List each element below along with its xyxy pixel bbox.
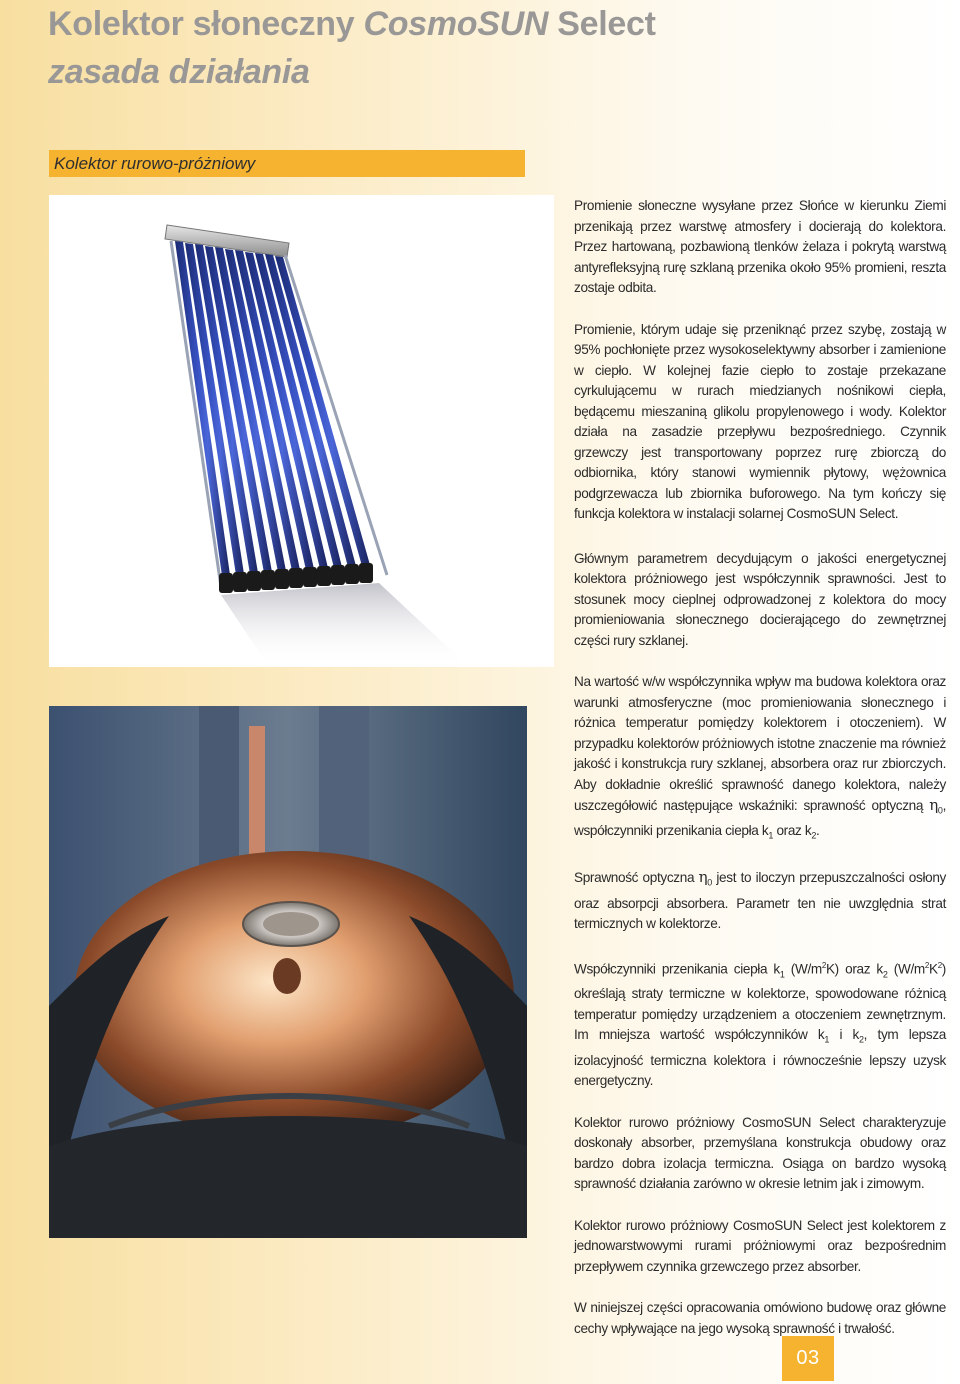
- tube-closeup-photo: [49, 706, 527, 1238]
- paragraph-construction: Kolektor rurowo próżniowy CosmoSUN Select jest kolektorem z jednowarstwowymi rurami próżniowymi oraz bezpośrednim przepływem czynnika grzewczego przez absorber.: [574, 1217, 946, 1274]
- absorber-closeup-illustration: [49, 706, 527, 1238]
- page-title: [48, 0, 656, 96]
- title-prefix: Kolektor słoneczny: [48, 5, 364, 43]
- title-suffix: Select: [548, 5, 656, 43]
- eta-symbol: η: [929, 796, 938, 814]
- paragraph-parameters: Na wartość w/w współczynnika wpływ ma budowa kolektora oraz warunki atmosferyczne (moc promieniowania słonecznego i różnica temperatur pomiędzy kolektorem i otoczeniem). W przypadku kolektorów próżniowych istotne znaczenie ma również jakość i konstrukcja rury szklanej, absorbera oraz rur zbiorczych. Aby dokładnie określić sprawność danego kolektora, należy uszczegółowić następujące wskaźniki: sprawność optyczną $\eta_0$, współczynniki przenikania ciepła $k_1$ oraz $k_2$.: [574, 674, 946, 841]
- body-text: [574, 196, 946, 1360]
- page-number: 03: [782, 1336, 834, 1381]
- paragraph-optical-efficiency: Sprawność optyczna $\eta_0$ jest to iloczyn przepuszczalności osłony oraz absorpcji absorbera. Parametr ten nie uwzględnia strat termicznych w kolektorze.: [574, 868, 947, 932]
- paragraph-intro: Promienie słoneczne wysyłane przez Słońce w kierunku Ziemi przenikają przez warstwę atmosfery i docierają do kolektora. Przez hartowaną, pozbawioną tlenków żelaza i pokrytą warstwą antyrefleksyjną rurę szklaną przenika około 95% promieni, reszta zostaje odbita.: [574, 198, 946, 295]
- title-subtitle: zasada działania: [48, 53, 310, 91]
- paragraph-features: Kolektor rurowo próżniowy CosmoSUN Select charakteryzuje doskonały absorber, przemyślana konstrukcja obudowy oraz bardzo dobra izolacja termiczna. Osiąga on bardzo wysoką sprawność działania zarówno w okresie letnim jak i zimowym.: [574, 1114, 946, 1192]
- solar-collector-illustration: [49, 195, 554, 667]
- paragraph-absorber: Promienie, którym udaje się przeniknąć przez szybę, zostają w 95% pochłonięte przez wysokoselektywny absorber i zamienione w ciepło. W kolejnej fazie ciepło to zostaje przekazane cyrkulującemu w rurach miedzianych nośnikowi ciepła, będącemu mieszaniną glikolu propylenowego i wody. Kolektor działa na zasadzie przepływu bezpośredniego. Czynnik grzewczy jest transportowany poprzez rurę zbiorczą do odbiornika, który stanowi wymiennik płytowy, wężownica podgrzewacza lub zbiornika buforowego. Na tym kończy się funkcja kolektora w instalacji solarnej CosmoSUN Select.: [574, 321, 946, 521]
- eta-symbol: η: [698, 868, 708, 887]
- title-brand: CosmoSUN: [363, 5, 549, 43]
- section-banner: Kolektor rurowo-próżniowy: [49, 150, 525, 177]
- paragraph-heat-loss: Współczynniki przenikania ciepła $k_1$ $(W/m^2K)$ oraz $k_2$ $(W/m^2K^2)$ określają straty termiczne w kolektorze, spowodowane różnicą temperatur pomiędzy urządzeniem a otoczeniem zewnętrznym. Im mniejsza wartość współczynników $k_1$ i $k_2$, tym lepsza izolacyjność termiczna kolektora i równocześnie lepszy uzysk energetyczny.: [574, 960, 946, 1089]
- paragraph-efficiency: Głównym parametrem decydującym o jakości energetycznej kolektora próżniowego jest współczynnik sprawności. Jest to stosunek mocy cieplnej odprowadzonej z kolektora do mocy promieniowania słonecznego docierającego do zewnętrznej części rury szklanej.: [574, 550, 946, 648]
- collector-photo: [49, 195, 554, 667]
- paragraph-summary: W niniejszej części opracowania omówiono budowę oraz główne cechy wpływające na jego wysoką sprawność i trwałość.: [574, 1300, 946, 1336]
